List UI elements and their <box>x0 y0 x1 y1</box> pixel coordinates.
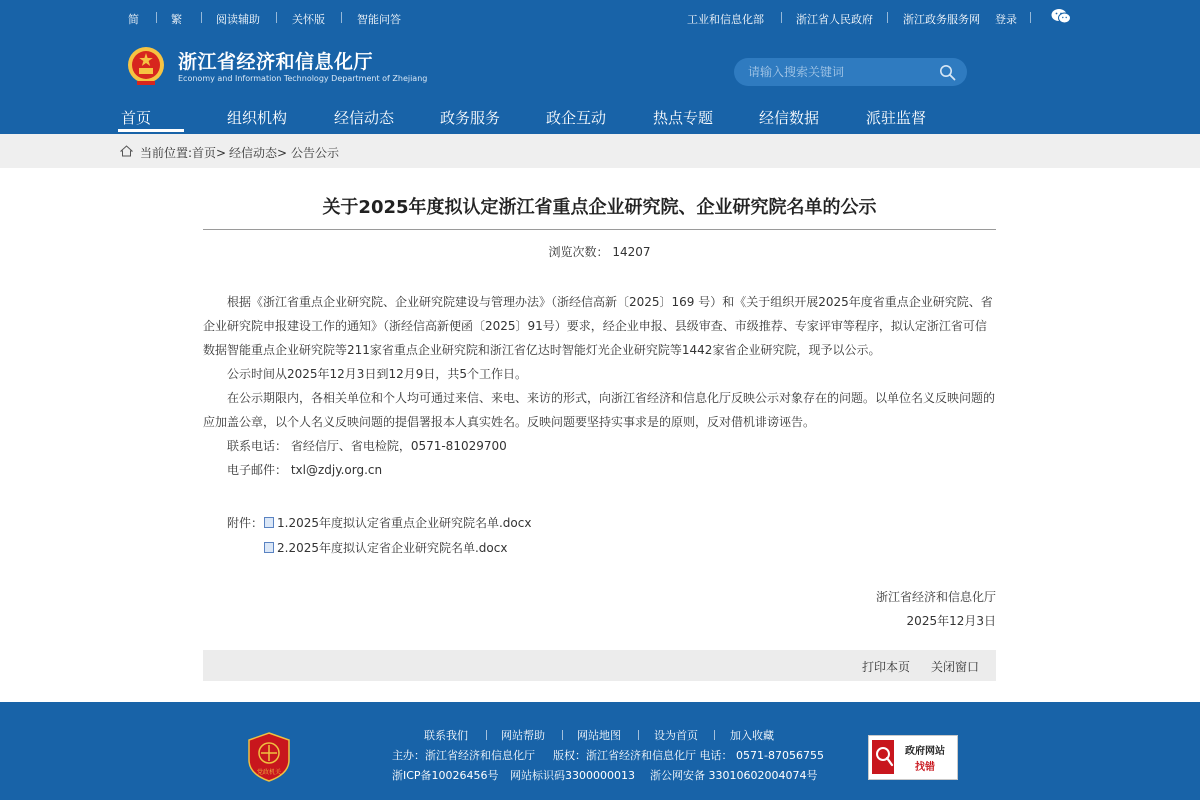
attachments-label: 附件： <box>227 516 264 530</box>
care-mode-link[interactable]: 关怀版 <box>292 13 325 26</box>
nav-active-indicator <box>118 129 184 132</box>
nav-supervision[interactable]: 派驻监督 <box>866 109 927 127</box>
divider <box>156 12 157 23</box>
find-error-title: 政府网站 <box>905 746 945 757</box>
print-button[interactable]: 打印本页 <box>862 660 911 674</box>
nav-home[interactable]: 首页 <box>121 109 152 127</box>
search-icon[interactable] <box>939 64 956 81</box>
footer-police-record[interactable]: 浙公网安备 33010602004074号 <box>650 769 818 782</box>
divider <box>638 730 639 740</box>
nav-data[interactable]: 经信数据 <box>759 109 820 127</box>
site-subtitle: Economy and Information Technology Department of Zhejiang <box>178 74 428 83</box>
attachment-link[interactable] <box>264 539 507 556</box>
document-icon <box>264 517 274 528</box>
attachment-name[interactable]: 1.2025年度拟认定省重点企业研究院名单.docx <box>277 516 532 530</box>
footer-host: 主办：浙江省经济和信息化厅 <box>392 749 535 762</box>
divider <box>562 730 563 740</box>
search-box <box>734 58 967 86</box>
breadcrumb-news[interactable]: 经信动态> <box>229 146 288 160</box>
zhejiang-government-link[interactable]: 浙江省人民政府 <box>796 13 873 26</box>
article-body <box>203 290 996 482</box>
article-paragraph: 在公示期限内，各相关单位和个人均可通过来信、来电、来访的形式，向浙江省经济和信息化厅反映公示对象存在的问题。以单位名义反映问题的应加盖公章，以个人名义反映问题的提倡署报本人真实姓名。反映问题要坚持实事求是的原则，反对借机诽谤诬告。 <box>203 391 996 429</box>
footer-sitemap-link[interactable]: 网站地图 <box>577 729 621 742</box>
article-paragraph: 公示时间从2025年12月3日到12月9日，共5个工作日。 <box>227 367 527 381</box>
zhejiang-service-link[interactable]: 浙江政务服务网 <box>903 13 980 26</box>
nav-hot-topics[interactable]: 热点专题 <box>653 109 714 127</box>
footer-bookmark-link[interactable]: 加入收藏 <box>730 729 774 742</box>
wechat-icon[interactable] <box>1051 8 1071 24</box>
divider <box>486 730 487 740</box>
view-count: 浏览次数： 14207 <box>548 245 651 259</box>
signature-date: 2025年12月3日 <box>906 614 996 628</box>
divider <box>201 12 202 23</box>
nav-business-interaction[interactable]: 政企互动 <box>546 109 607 127</box>
document-icon <box>264 542 274 553</box>
badge-text: 党政机关 <box>256 769 282 776</box>
footer-icp[interactable]: 浙ICP备10026456号 <box>392 769 499 782</box>
party-government-badge[interactable] <box>247 732 291 782</box>
home-icon <box>120 145 133 157</box>
attachment-name[interactable]: 2.2025年度拟认定省企业研究院名单.docx <box>277 541 508 555</box>
login-link[interactable]: 登录 <box>995 13 1017 26</box>
divider <box>887 12 888 23</box>
divider <box>341 12 342 23</box>
footer-copyright: 版权：浙江省经济和信息化厅 电话： 0571-87056755 <box>553 749 824 762</box>
breadcrumb-home[interactable]: 首页> <box>192 146 227 160</box>
close-window-button[interactable]: 关闭窗口 <box>931 660 980 674</box>
divider <box>1030 12 1031 23</box>
footer-help-link[interactable]: 网站帮助 <box>501 729 545 742</box>
smart-qa-link[interactable]: 智能问答 <box>357 13 401 26</box>
contact-email: 电子邮件： txl@zdjy.org.cn <box>227 463 383 477</box>
title-divider <box>203 229 996 230</box>
breadcrumb <box>0 134 1200 168</box>
search-input[interactable] <box>734 58 934 86</box>
nav-news[interactable]: 经信动态 <box>334 109 395 127</box>
footer-contact-link[interactable]: 联系我们 <box>424 729 468 742</box>
find-error-label: 找错 <box>915 762 935 773</box>
find-error-badge[interactable] <box>868 735 958 780</box>
site-header <box>0 0 1200 134</box>
miit-link[interactable]: 工业和信息化部 <box>687 13 764 26</box>
divider <box>781 12 782 23</box>
breadcrumb-prefix: 当前位置: <box>140 146 193 160</box>
attachment-link[interactable] <box>264 514 531 531</box>
article-title: 关于2025年度拟认定浙江省重点企业研究院、企业研究院名单的公示 <box>322 197 877 218</box>
simplified-chinese-link[interactable]: 简 <box>128 13 139 26</box>
find-error-icon <box>869 736 957 779</box>
reading-aid-link[interactable]: 阅读辅助 <box>216 13 260 26</box>
site-footer <box>0 702 1200 800</box>
footer-set-homepage-link[interactable]: 设为首页 <box>654 729 698 742</box>
signature-organization: 浙江省经济和信息化厅 <box>875 590 996 604</box>
nav-organization[interactable]: 组织机构 <box>227 109 288 127</box>
divider <box>276 12 277 23</box>
article-toolbar <box>203 650 996 681</box>
breadcrumb-announcements[interactable]: 公告公示 <box>291 146 340 160</box>
divider <box>714 730 715 740</box>
national-emblem-logo[interactable] <box>126 45 166 87</box>
top-utility-bar <box>0 0 1200 34</box>
nav-government-services[interactable]: 政务服务 <box>440 109 501 127</box>
article-paragraph: 根据《浙江省重点企业研究院、企业研究院建设与管理办法》（浙经信高新〔2025〕169 号）和《关于组织开展2025年度省重点企业研究院、省企业研究院申报建设工作的通知》（浙经信高新便函〔2025〕91号）要求，经企业申报、县级审查、市级推荐、专家评审等程序，拟认定浙江省可信数据智能重点企业研究院等211家省重点企业研究院和浙江省亿达时智能灯光企业研究院等1442家省企业研究院，现予以公示。 <box>203 295 993 357</box>
site-title[interactable]: 浙江省经济和信息化厅 <box>178 51 374 73</box>
footer-site-code: 网站标识码3300000013 <box>510 769 635 782</box>
contact-phone: 联系电话： 省经信厅、省电检院，0571-81029700 <box>227 439 507 453</box>
traditional-chinese-link[interactable]: 繁 <box>171 13 182 26</box>
